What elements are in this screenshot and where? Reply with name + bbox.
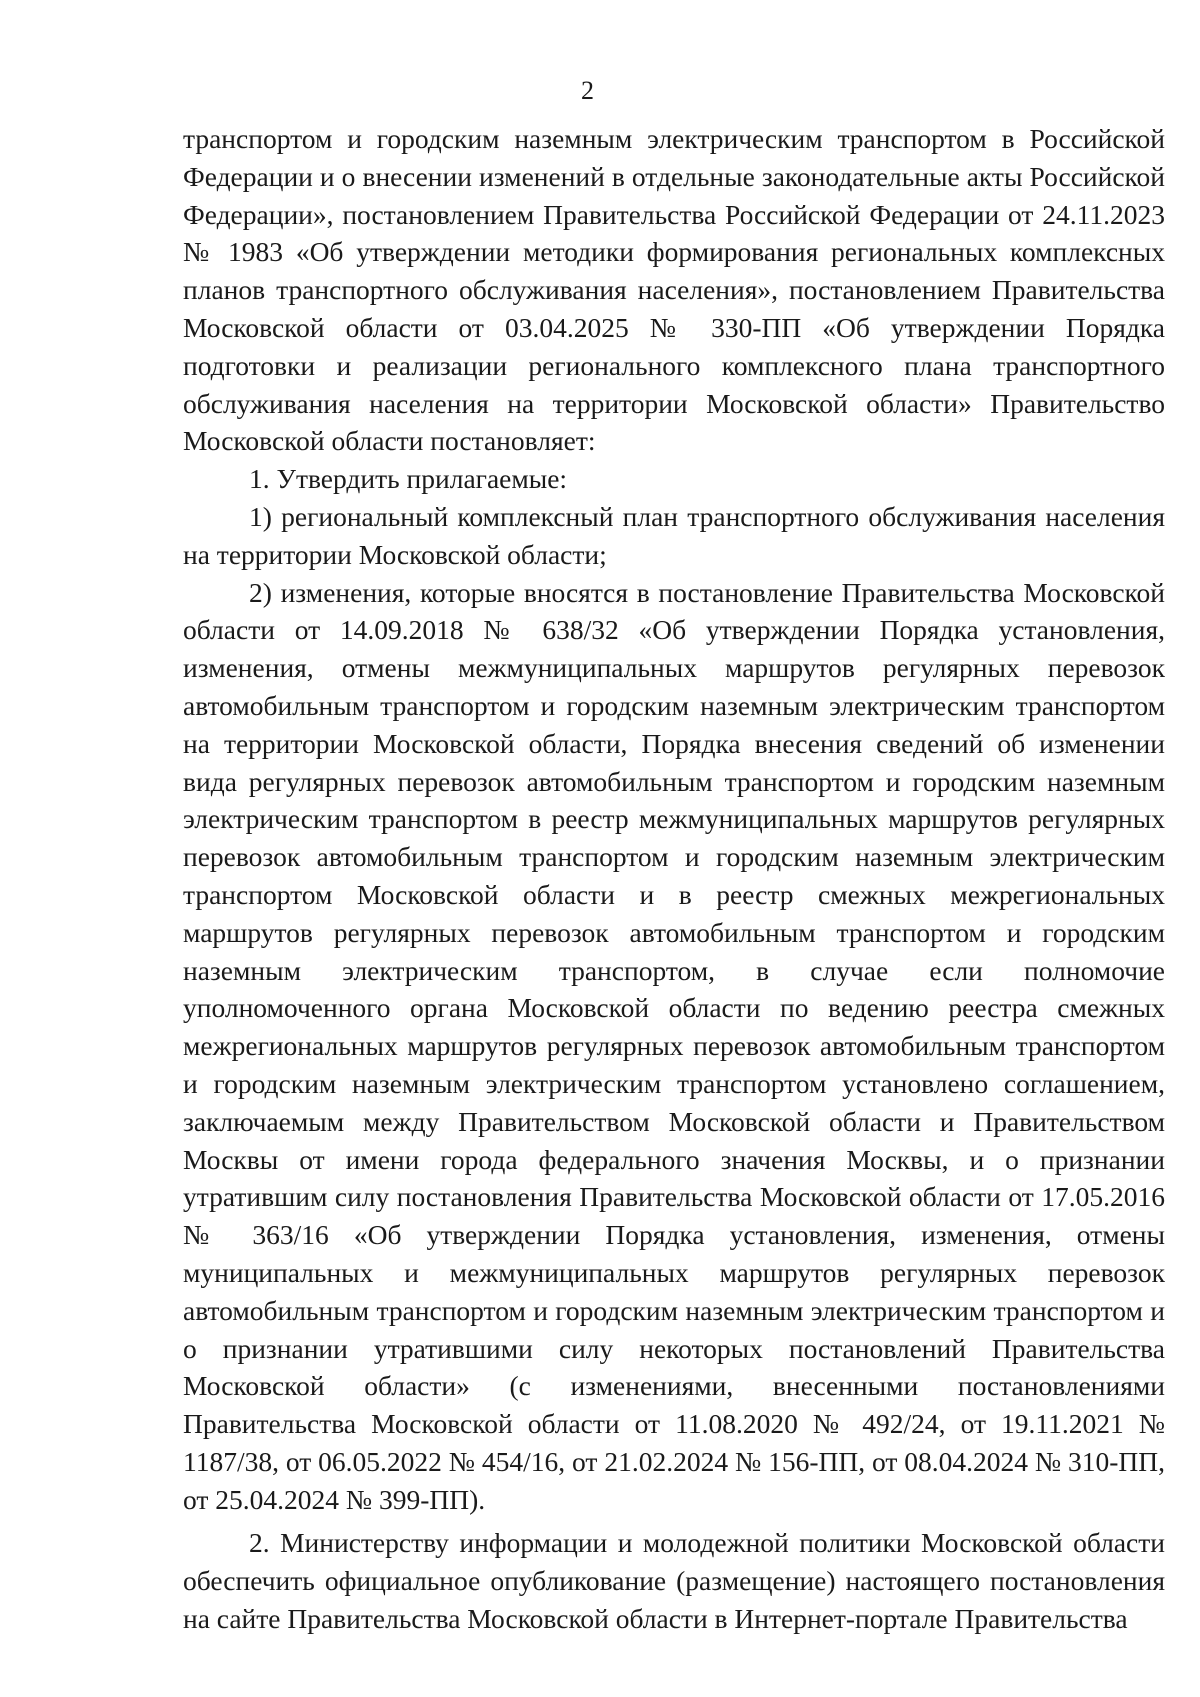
paragraph-subitem-2: 2) изменения, которые вносятся в постановление Правительства Московской области от 14.09.2018 № 638/32 «Об утверждении Порядка установления, изменения, отмены межмуниципальных маршрутов регулярных перевозок автомобильным транспортом и городским наземным электрическим транспортом на территории Московской области, Порядка внесения сведений об изменении вида регулярных перевозок автомобильным транспортом и городским наземным электрическим транспортом в реестр межмуниципальных маршрутов регулярных перевозок автомобильным транспортом и городским наземным электрическим транспортом Московской области и в реестр смежных межрегиональных маршрутов регулярных перевозок автомобильным транспортом и городским наземным электрическим транспортом, в случае если полномочие уполномоченного органа Московской области по ведению реестра смежных межрегиональных маршрутов регулярных перевозок автомобильным транспортом и городским наземным электрическим транспортом установлено соглашением, заключаемым между Правительством Московской области и Правительством Москвы от имени города федерального значения Москвы, и о признании утратившим силу постановления Правительства Московской области от 17.05.2016 № 363/16 «Об утверждении Порядка установления, изменения, отмены муниципальных и межмуниципальных маршрутов регулярных перевозок автомобильным транспортом и городским наземным электрическим транспортом и о признании утратившими силу некоторых постановлений Правительства Московской области» (с изменениями, внесенными постановлениями Правительства Московской области от 11.08.2020 № 492/24, от 19.11.2021 № 1187/38, от 06.05.2022 № 454/16, от 21.02.2024 № 156-ПП, от 08.04.2024 № 310-ПП, от 25.04.2024 № 399-ПП). — [183, 576, 1165, 1515]
paragraph-subitem-1: 1) региональный комплексный план транспортного обслуживания населения на территории Московской области; — [183, 500, 1165, 570]
paragraph-item-2: 2. Министерству информации и молодежной политики Московской области обеспечить официальное опубликование (размещение) настоящего постановления на сайте Правительства Московской области в Интернет-портале Правительства — [183, 1527, 1165, 1635]
document-body — [183, 120, 1165, 1638]
paragraph-preamble: транспортом и городским наземным электрическим транспортом в Российской Федерации и о внесении изменений в отдельные законодательные акты Российской Федерации», постановлением Правительства Российской Федерации от 24.11.2023 № 1983 «Об утверждении методики формирования региональных комплексных планов транспортного обслуживания населения», постановлением Правительства Московской области от 03.04.2025 № 330-ПП «Об утверждении Порядка подготовки и реализации регионального комплексного плана транспортного обслуживания населения на территории Московской области» Правительство Московской области постановляет: — [183, 123, 1165, 457]
paragraph-item-1: 1. Утвердить прилагаемые: — [249, 463, 568, 495]
page-number: 2 — [581, 76, 594, 105]
